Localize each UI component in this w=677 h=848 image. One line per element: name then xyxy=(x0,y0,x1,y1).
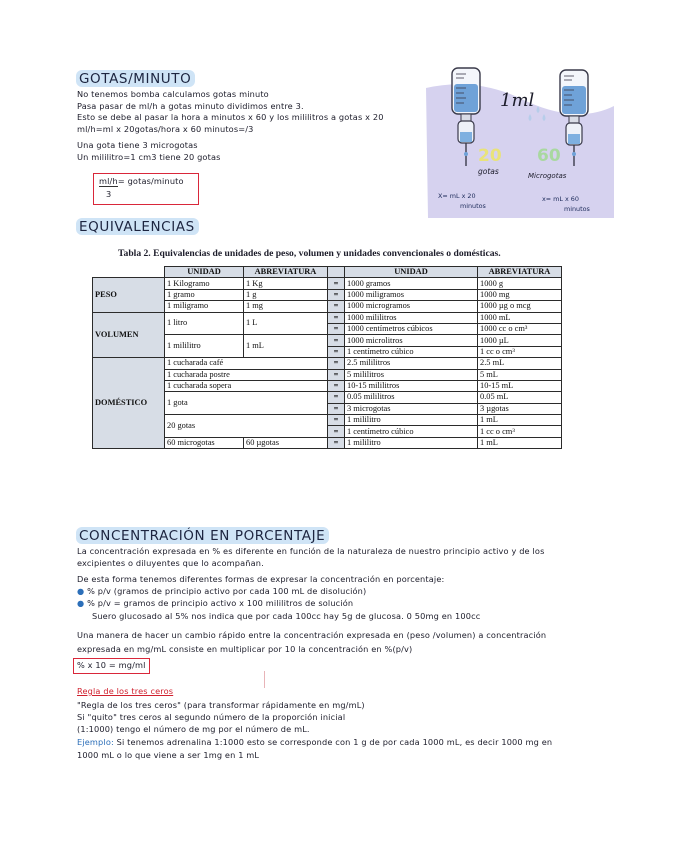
text-line: expresada en mg/mL consiste en multiplicar por 10 la concentración en %(p/v) xyxy=(77,644,413,654)
col-unidad-eq: UNIDAD xyxy=(345,267,478,278)
concentration-formula-box xyxy=(73,658,150,674)
cell-abbr: 60 µgotas xyxy=(244,437,328,448)
cell-eq-abbr: 0.05 mL xyxy=(478,392,562,403)
cell-eq-abbr: 1000 cc o cm³ xyxy=(478,323,562,334)
divider-mark xyxy=(264,671,265,688)
drip-illustration xyxy=(418,62,616,218)
text-line: La concentración expresada en % es diferente en función de la naturaleza de nuestro principio activo y de los xyxy=(77,546,545,556)
cell-unit: 1 cucharada sopera xyxy=(165,380,328,391)
tres-ceros-heading: Regla de los tres ceros xyxy=(77,686,174,696)
bullet-text: % p/v = gramos de principio activo x 100 mililitros de solución xyxy=(87,598,354,608)
right-formula: x= mL x 60 xyxy=(542,195,579,203)
cell-eq-abbr: 10-15 mL xyxy=(478,380,562,391)
one-ml-label: 1ml xyxy=(500,90,535,111)
formula-numerator: ml/h xyxy=(99,176,118,186)
cell-eq-abbr: 5 mL xyxy=(478,369,562,380)
formula-equals: = gotas/minuto xyxy=(117,176,184,186)
cell-eq-abbr: 3 µgotas xyxy=(478,403,562,414)
cell-eq-abbr: 2.5 mL xyxy=(478,358,562,369)
text-line: De esta forma tenemos diferentes formas de expresar la concentración en porcentaje: xyxy=(77,574,445,584)
cell-equals: = xyxy=(328,301,345,312)
cell-eq-unit: 1 mililitro xyxy=(345,415,478,426)
cell-eq-unit: 1000 centímetros cúbicos xyxy=(345,323,478,334)
category-volumen: VOLUMEN xyxy=(93,312,165,358)
cell-equals: = xyxy=(328,392,345,403)
bullet-item xyxy=(77,598,353,609)
formula-denominator: 3 xyxy=(106,189,112,199)
table-row xyxy=(93,278,562,289)
cell-eq-abbr: 1000 µL xyxy=(478,335,562,346)
sixty-label: 60 xyxy=(537,146,561,166)
example-line xyxy=(77,737,552,748)
cell-eq-unit: 1 centímetro cúbico xyxy=(345,346,478,357)
cell-abbr: 1 Kg xyxy=(244,278,328,289)
text-line: excipientes o diluyentes que lo acompañan. xyxy=(77,558,264,568)
cell-eq-unit: 1000 miligramos xyxy=(345,289,478,300)
cell-equals: = xyxy=(328,289,345,300)
cell-equals: = xyxy=(328,415,345,426)
text-line: Suero glucosado al 5% nos indica que por cada 100cc hay 5g de glucosa. 0 50mg en 100cc xyxy=(92,611,481,621)
text-line: No tenemos bomba calculamos gotas minuto xyxy=(77,89,269,99)
cell-unit: 20 gotas xyxy=(165,415,328,438)
text-line: Un mililitro=1 cm3 tiene 20 gotas xyxy=(77,151,221,162)
cell-eq-unit: 0.05 mililitros xyxy=(345,392,478,403)
cell-eq-unit: 1000 microgramos xyxy=(345,301,478,312)
table-header-row xyxy=(93,267,562,278)
cell-unit: 1 Kilogramo xyxy=(165,278,244,289)
cell-eq-unit: 1 centímetro cúbico xyxy=(345,426,478,437)
cell-eq-unit: 1000 mililitros xyxy=(345,312,478,323)
cell-eq-unit: 1 mililitro xyxy=(345,437,478,448)
col-unidad: UNIDAD xyxy=(165,267,244,278)
twenty-label: 20 xyxy=(478,146,502,166)
gotas-minuto-heading: GOTAS/MINUTO xyxy=(76,70,195,87)
cell-eq-unit: 1000 gramos xyxy=(345,278,478,289)
equivalences-table xyxy=(92,266,562,449)
cell-equals: = xyxy=(328,335,345,346)
text-line: ml/h=ml x 20gotas/hora x 60 minutos=/3 xyxy=(77,123,254,134)
cell-equals: = xyxy=(328,323,345,334)
gotas-label: gotas xyxy=(478,167,499,176)
concentration-formula: % x 10 = mg/ml xyxy=(77,660,146,670)
equivalencias-heading: EQUIVALENCIAS xyxy=(76,218,199,235)
text-line: Pasa pasar de ml/h a gotas minuto dividimos entre 3. xyxy=(77,100,304,111)
cell-eq-unit: 5 mililitros xyxy=(345,369,478,380)
cell-eq-abbr: 1000 mL xyxy=(478,312,562,323)
right-formula-denominator: minutos xyxy=(564,205,590,213)
text-line: Si "quito" tres ceros al segundo número de la proporción inicial xyxy=(77,712,346,722)
text-line: Una manera de hacer un cambio rápido entre la concentración expresada en (peso /volumen) a concentración xyxy=(77,630,547,640)
cell-equals: = xyxy=(328,346,345,357)
text-line: (1:1000) tengo el número de mg por el número de mL. xyxy=(77,724,310,734)
microgotas-label: Microgotas xyxy=(528,172,567,180)
drops-formula-box xyxy=(93,173,199,205)
concentracion-heading: CONCENTRACIÓN EN PORCENTAJE xyxy=(76,527,329,544)
left-formula: X= mL x 20 xyxy=(438,192,476,200)
cell-eq-unit: 10-15 mililitros xyxy=(345,380,478,391)
left-formula-denominator: minutos xyxy=(460,202,486,210)
cell-equals: = xyxy=(328,380,345,391)
cell-unit: 1 cucharada café xyxy=(165,358,328,369)
cell-unit: 1 mililitro xyxy=(165,335,244,358)
bullet-icon: ● xyxy=(77,598,85,608)
bullet-item xyxy=(77,586,366,597)
category-domestico: DOMÉSTICO xyxy=(93,358,165,449)
cell-eq-abbr: 1000 g xyxy=(478,278,562,289)
cell-unit: 1 cucharada postre xyxy=(165,369,328,380)
cell-unit: 1 gota xyxy=(165,392,328,415)
cell-eq-unit: 2.5 mililitros xyxy=(345,358,478,369)
cell-equals: = xyxy=(328,369,345,380)
text-line: 1000 mL o lo que viene a ser 1mg en 1 mL xyxy=(77,750,260,760)
bullet-icon: ● xyxy=(77,586,85,596)
cell-eq-abbr: 1 cc o cm³ xyxy=(478,426,562,437)
col-abreviatura-eq: ABREVIATURA xyxy=(478,267,562,278)
cell-unit: 60 microgotas xyxy=(165,437,244,448)
cell-unit: 1 litro xyxy=(165,312,244,335)
cell-eq-abbr: 1000 mg xyxy=(478,289,562,300)
cell-eq-abbr: 1 cc o cm³ xyxy=(478,346,562,357)
text-line: "Regla de los tres ceros" (para transformar rápidamente en mg/mL) xyxy=(77,700,365,710)
text-line: Esto se debe al pasar la hora a minutos x 60 y los mililitros a gotas x 20 xyxy=(77,112,384,122)
text-line: Una gota tiene 3 microgotas xyxy=(77,140,198,150)
cell-equals: = xyxy=(328,426,345,437)
example-text: Si tenemos adrenalina 1:1000 esto se corresponde con 1 g de por cada 1000 mL, es decir 1000 mg en xyxy=(113,737,553,747)
cell-unit: 1 gramo xyxy=(165,289,244,300)
example-label: Ejemplo: xyxy=(77,737,114,747)
cell-eq-unit: 3 microgotas xyxy=(345,403,478,414)
cell-unit: 1 miligramo xyxy=(165,301,244,312)
cell-eq-abbr: 1 mL xyxy=(478,415,562,426)
cell-eq-abbr: 1000 µg o mcg xyxy=(478,301,562,312)
table-title: Tabla 2. Equivalencias de unidades de peso, volumen y unidades convencionales o domésticas. xyxy=(118,248,501,259)
cell-abbr: 1 L xyxy=(244,312,328,335)
cell-equals: = xyxy=(328,437,345,448)
cell-equals: = xyxy=(328,403,345,414)
cell-equals: = xyxy=(328,278,345,289)
cell-abbr: 1 mL xyxy=(244,335,328,358)
col-abreviatura: ABREVIATURA xyxy=(244,267,328,278)
formula-line xyxy=(99,176,184,187)
cell-abbr: 1 mg xyxy=(244,301,328,312)
cell-abbr: 1 g xyxy=(244,289,328,300)
table-row xyxy=(93,358,562,369)
cell-eq-abbr: 1 mL xyxy=(478,437,562,448)
table-row xyxy=(93,312,562,323)
cell-equals: = xyxy=(328,312,345,323)
col-eq xyxy=(328,267,345,278)
table-corner xyxy=(93,267,165,278)
cell-equals: = xyxy=(328,358,345,369)
bullet-text: % p/v (gramos de principio activo por cada 100 mL de disolución) xyxy=(87,586,367,596)
cell-eq-unit: 1000 microlitros xyxy=(345,335,478,346)
category-peso: PESO xyxy=(93,278,165,312)
